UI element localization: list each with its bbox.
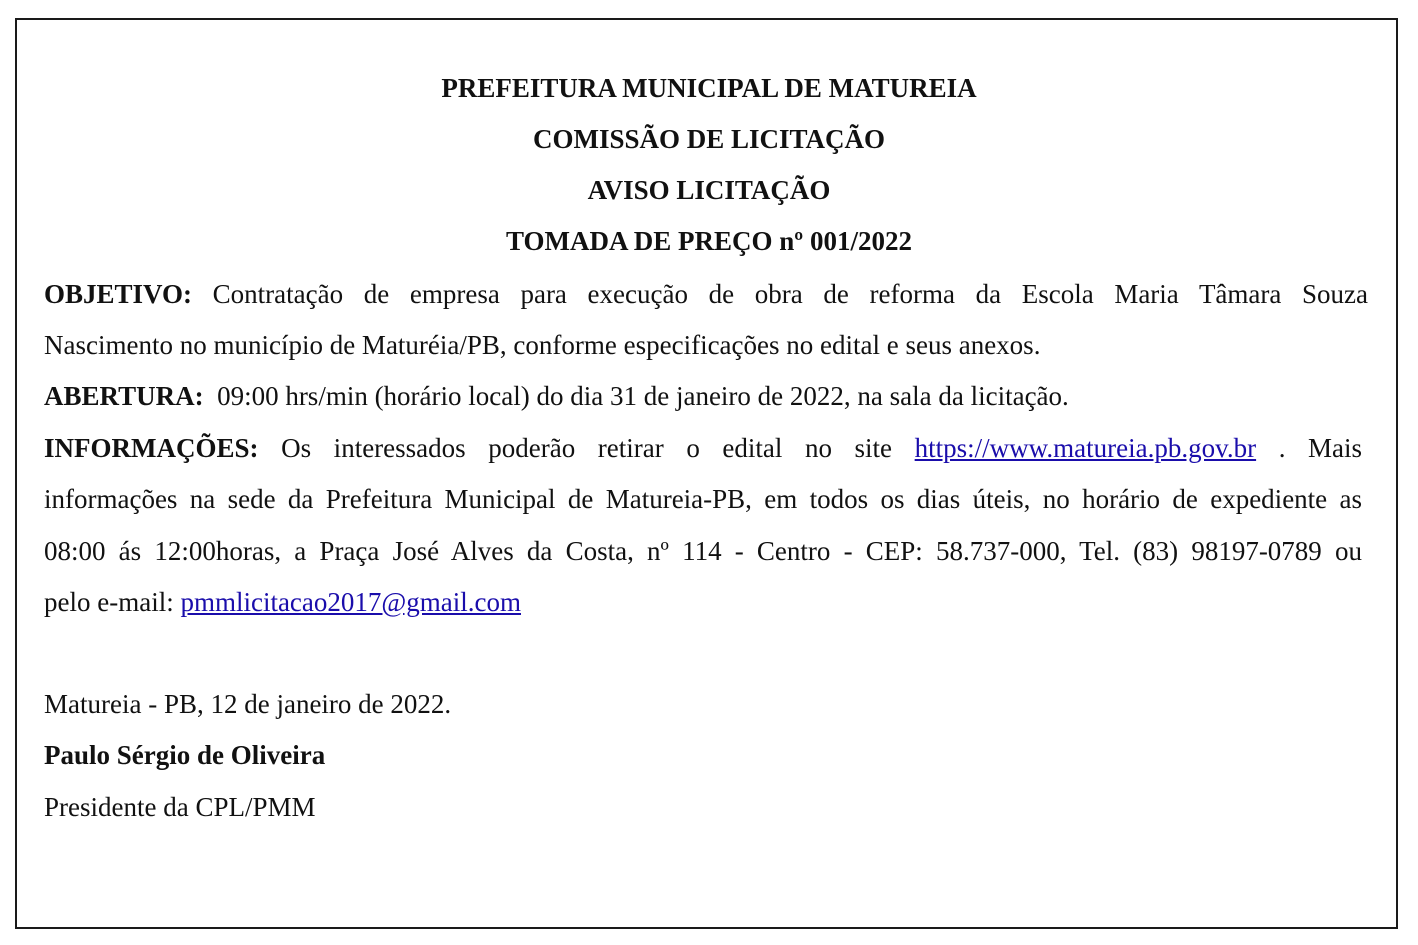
informacoes-text: Os interessados poderão retirar o edital no site	[281, 433, 893, 463]
informacoes-line-2: informações na sede da Prefeitura Municipal de Matureia-PB, em todos os dias úteis, no horário de expediente as	[44, 484, 1362, 514]
abertura-label: ABERTURA:	[44, 381, 204, 411]
heading-aviso: AVISO LICITAÇÃO	[587, 175, 831, 205]
objetivo-line-1	[44, 278, 1368, 310]
signer-role: Presidente da CPL/PMM	[44, 792, 316, 822]
heading-comissao: COMISSÃO DE LICITAÇÃO	[532, 124, 886, 154]
informacoes-label: INFORMAÇÕES:	[44, 433, 259, 463]
date-place: Matureia - PB, 12 de janeiro de 2022.	[44, 689, 452, 719]
heading-prefeitura: PREFEITURA MUNICIPAL DE MATUREIA	[441, 73, 977, 103]
email-link[interactable]: pmmlicitacao2017@gmail.com	[180, 587, 521, 617]
objetivo-text-1: Contratação de empresa para execução de obra de reforma da Escola Maria Tâmara Souza	[212, 279, 1369, 309]
objetivo-line-2: Nascimento no município de Maturéia/PB, conforme especificações no edital e seus anexos.	[44, 330, 1041, 360]
site-link[interactable]: https://www.matureia.pb.gov.br	[914, 433, 1257, 463]
informacoes-line-1	[44, 432, 1362, 464]
objetivo-label: OBJETIVO:	[44, 279, 192, 309]
heading-tomada-preco: TOMADA DE PREÇO nº 001/2022	[506, 226, 912, 256]
abertura-text: 09:00 hrs/min (horário local) do dia 31 de janeiro de 2022, na sala da licitação.	[217, 381, 1069, 411]
abertura-line	[44, 380, 1069, 412]
informacoes-line-3: 08:00 ás 12:00horas, a Praça José Alves da Costa, nº 114 - Centro - CEP: 58.737-000, Tel. (83) 98197-0789 ou	[44, 536, 1362, 566]
informacoes-line-4	[44, 586, 521, 618]
informacoes-text-after: . Mais	[1278, 433, 1363, 463]
signer-name: Paulo Sérgio de Oliveira	[44, 740, 326, 770]
email-prefix: pelo e-mail:	[44, 587, 174, 617]
